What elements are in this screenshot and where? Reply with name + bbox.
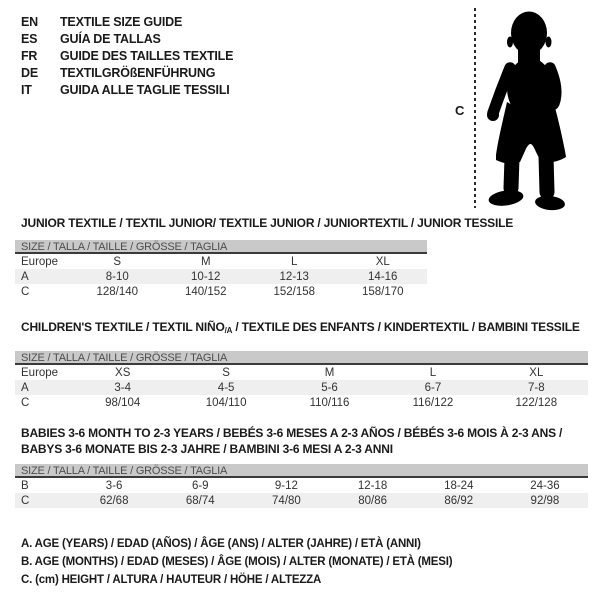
size-cell: M <box>324 366 335 379</box>
language-code: DE <box>21 65 38 80</box>
height-measure-label: C <box>455 103 465 118</box>
size-cell: 140/152 <box>184 285 227 298</box>
size-cell: 98/104 <box>105 396 141 409</box>
size-header-bar: SIZE / TALLA / TAILLE / GRÖSSE / TAGLIA <box>15 240 427 254</box>
legend-row-es <box>21 30 233 47</box>
size-cell: 8-10 <box>105 270 129 283</box>
legend-row-it <box>21 81 233 98</box>
baby-silhouette <box>480 2 598 214</box>
size-cell: 14-16 <box>368 270 398 283</box>
size-cell: 6-9 <box>191 479 209 492</box>
size-cell: 3-6 <box>105 479 123 492</box>
table-row <box>15 284 427 299</box>
size-cell: 62/68 <box>99 494 129 507</box>
table-row <box>15 478 588 493</box>
row-label: A <box>21 381 29 394</box>
size-cell: S <box>222 366 230 379</box>
size-cell: XL <box>529 366 544 379</box>
title-subscript: /A <box>224 326 233 335</box>
legend-row-en <box>21 13 233 30</box>
size-cell: 86/92 <box>444 494 474 507</box>
language-code: FR <box>21 48 38 63</box>
row-label: C <box>21 494 30 507</box>
language-label: GUIDE DES TAILLES TEXTILE <box>60 48 234 63</box>
language-code: EN <box>21 14 38 29</box>
legend-row-fr <box>21 47 233 64</box>
size-cell: 116/122 <box>412 396 454 409</box>
children-table-title <box>21 320 580 335</box>
language-legend <box>21 13 233 98</box>
size-cell: 9-12 <box>274 479 298 492</box>
title-text: JUNIOR TEXTILE / TEXTIL JUNIOR/ TEXTILE JUNIOR / JUNIORTEXTIL / JUNIOR TESSILE <box>21 216 514 230</box>
language-label: TEXTILGRÖßENFÜHRUNG <box>60 65 216 80</box>
size-cell: 12-18 <box>357 479 388 492</box>
size-cell: 110/116 <box>309 396 350 409</box>
row-label: C <box>21 285 30 298</box>
language-code: ES <box>21 31 38 46</box>
size-cell: M <box>200 255 211 268</box>
footnotes <box>21 538 452 592</box>
language-label: GUIDA ALLE TAGLIE TESSILI <box>60 82 230 97</box>
size-cell: 74/80 <box>272 494 301 507</box>
size-cell: 68/74 <box>185 494 215 507</box>
size-cell: 5-6 <box>321 381 338 394</box>
language-code: IT <box>21 82 32 97</box>
babies-table-title <box>21 426 562 457</box>
size-cell: 152/158 <box>273 285 316 298</box>
legend-row-de <box>21 64 233 81</box>
size-cell: 104/110 <box>205 396 247 409</box>
size-cell: 18-24 <box>444 479 474 492</box>
size-cell: L <box>429 366 437 379</box>
size-cell: L <box>291 255 298 268</box>
language-label: GUÍA DE TALLAS <box>60 31 161 46</box>
height-dashed-line <box>474 8 476 208</box>
table-row <box>15 269 427 284</box>
row-label: Europe <box>21 255 59 268</box>
size-cell: 128/140 <box>96 285 139 298</box>
size-cell: S <box>113 255 122 268</box>
row-label: Europe <box>21 366 59 379</box>
junior-table-title <box>21 216 513 230</box>
table-row <box>15 493 588 508</box>
junior-size-table <box>15 240 427 299</box>
row-label: A <box>21 270 29 283</box>
title-text-line2: BABYS 3-6 MONATE BIS 2-3 JAHRE / BAMBINI 3-6 MESI A 2-3 ANNI <box>21 441 393 456</box>
footnote-c: C. (cm) HEIGHT / ALTURA / HAUTEUR / HÖHE / ALTEZZA <box>21 574 322 586</box>
row-label: C <box>21 396 30 409</box>
size-cell: 158/170 <box>361 285 404 298</box>
footnote-a: A. AGE (YEARS) / EDAD (AÑOS) / ÂGE (ANS) / ALTER (JAHRE) / ETÀ (ANNI) <box>21 538 421 550</box>
size-cell: 3-4 <box>114 381 132 394</box>
size-cell: 80/86 <box>358 494 387 507</box>
size-cell: 7-8 <box>528 381 545 394</box>
children-size-table <box>15 351 588 410</box>
table-row <box>15 395 588 410</box>
size-cell: 10-12 <box>191 270 221 283</box>
title-text-line1: BABIES 3-6 MONTH TO 2-3 YEARS / BEBÉS 3-6 MESES A 2-3 AÑOS / BÉBÉS 3-6 MOIS À 2-3 ANS / <box>21 426 563 440</box>
size-cell: 4-5 <box>217 381 235 394</box>
size-cell: 12-13 <box>279 270 309 283</box>
size-cell: XS <box>115 366 131 379</box>
babies-size-table <box>15 464 588 508</box>
size-cell: 6-7 <box>424 381 442 394</box>
title-text: / TEXTILE DES ENFANTS / KINDERTEXTIL / BAMBINI TESSILE <box>232 320 580 334</box>
table-row <box>15 254 427 269</box>
size-cell: XL <box>375 255 390 268</box>
size-header-bar: SIZE / TALLA / TAILLE / GRÖSSE / TAGLIA <box>15 351 588 365</box>
table-row <box>15 365 588 380</box>
size-cell: 122/128 <box>515 396 558 409</box>
row-label: B <box>21 479 29 492</box>
size-header-bar: SIZE / TALLA / TAILLE / GRÖSSE / TAGLIA <box>15 464 588 478</box>
title-text: CHILDREN'S TEXTILE / TEXTIL NIÑO <box>21 320 225 334</box>
footnote-b: B. AGE (MONTHS) / EDAD (MESES) / ÂGE (MOIS) / ALTER (MONATE) / ETÀ (MESI) <box>21 556 453 568</box>
table-row <box>15 380 588 395</box>
size-cell: 92/98 <box>530 494 560 507</box>
language-label: TEXTILE SIZE GUIDE <box>60 14 183 29</box>
size-cell: 24-36 <box>530 479 560 492</box>
